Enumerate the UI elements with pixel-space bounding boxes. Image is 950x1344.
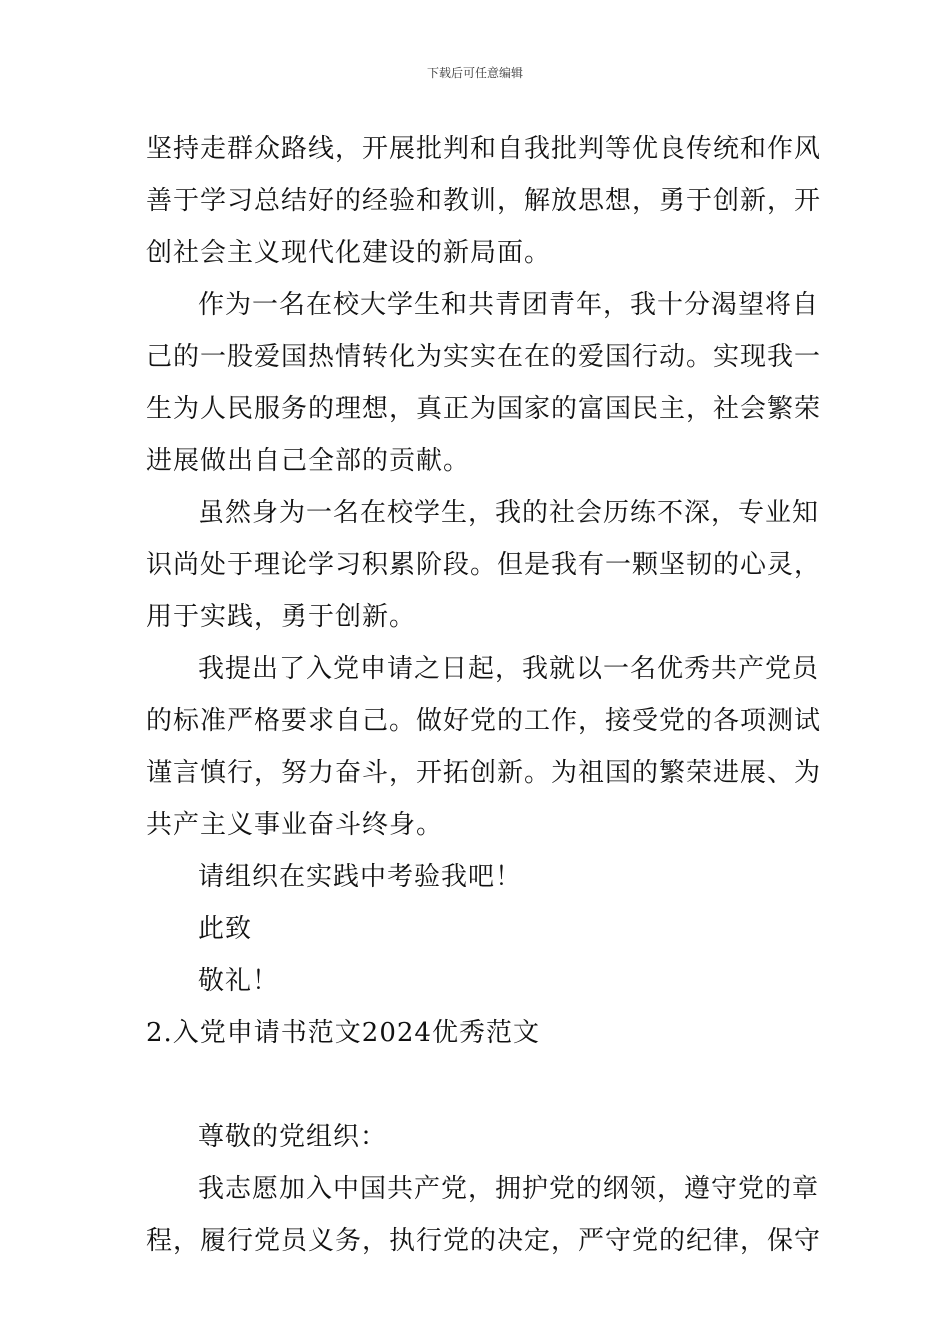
text-line: 善于学习总结好的经验和教训，解放思想，勇于创新，开 bbox=[146, 186, 822, 216]
paragraph-start: 我志愿加入中国共产党，拥护党的纲领，遵守党的章 bbox=[198, 1174, 820, 1204]
document-body bbox=[146, 127, 822, 1271]
salutation-jingli: 敬礼！ bbox=[198, 966, 280, 996]
closing-request: 请组织在实践中考验我吧！ bbox=[198, 862, 523, 892]
text-line: 识尚处于理论学习积累阶段。但是我有一颗坚韧的心灵， bbox=[146, 550, 822, 580]
text-line: 程，履行党员义务，执行党的决定，严守党的纪律，保守 bbox=[146, 1226, 822, 1256]
section-heading: 2.入党申请书范文2024优秀范文 bbox=[146, 1018, 540, 1048]
letter-greeting: 尊敬的党组织： bbox=[198, 1122, 388, 1152]
text-line: 谨言慎行，努力奋斗，开拓创新。为祖国的繁荣进展、为 bbox=[146, 758, 822, 788]
text-line: 的标准严格要求自己。做好党的工作，接受党的各项测试 bbox=[146, 706, 822, 736]
blank-line bbox=[146, 1063, 816, 1115]
text-line: 共产主义事业奋斗终身。 bbox=[146, 810, 444, 840]
text-line: 创社会主义现代化建设的新局面。 bbox=[146, 238, 552, 268]
paragraph-start: 虽然身为一名在校学生，我的社会历练不深，专业知 bbox=[198, 498, 820, 528]
text-line: 生为人民服务的理想，真正为国家的富国民主，社会繁荣 bbox=[146, 394, 822, 424]
salutation-cizhi: 此致 bbox=[198, 914, 253, 944]
text-line: 己的一股爱国热情转化为实实在在的爱国行动。实现我一 bbox=[146, 342, 822, 372]
paragraph-start: 我提出了入党申请之日起，我就以一名优秀共产党员 bbox=[198, 654, 820, 684]
text-line: 进展做出自己全部的贡献。 bbox=[146, 446, 471, 476]
paragraph-start: 作为一名在校大学生和共青团青年，我十分渴望将自 bbox=[198, 290, 820, 320]
text-line: 用于实践，勇于创新。 bbox=[146, 602, 417, 632]
text-line: 坚持走群众路线，开展批判和自我批判等优良传统和作风 bbox=[146, 134, 822, 164]
page-header: 下载后可任意编辑 bbox=[426, 66, 523, 80]
